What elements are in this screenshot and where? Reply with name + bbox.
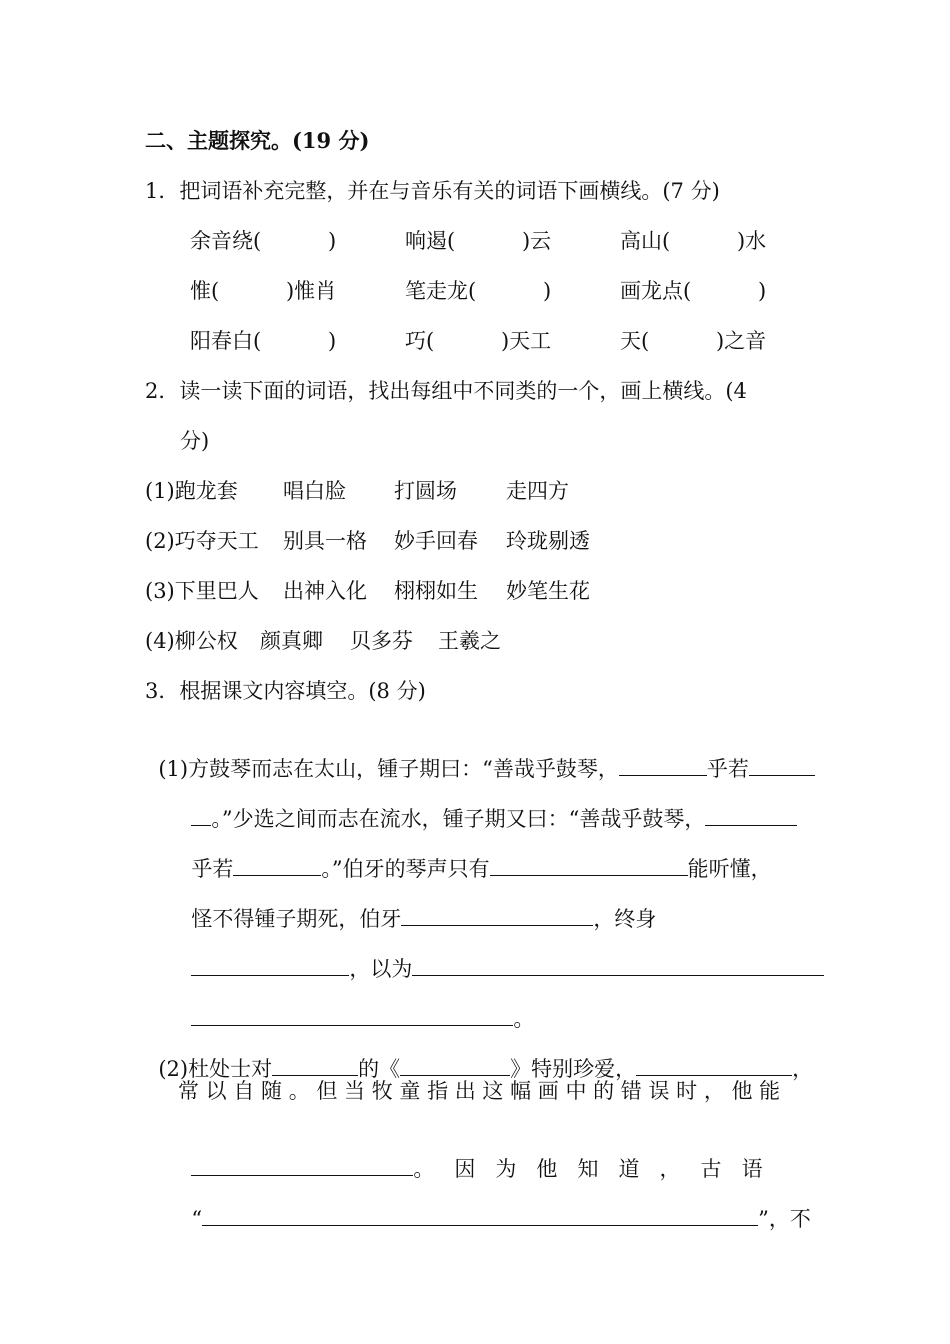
answer-blank[interactable] [401, 905, 593, 926]
text: 。 因 为 他 知 道 ， 古 语 [413, 1157, 763, 1181]
text: 。”伯牙的琴声只有 [321, 857, 490, 881]
q3-p1-line1 [145, 727, 815, 783]
text: 怪不得锺子期死，伯牙 [191, 907, 402, 931]
q1-stem: 1．把词语补充完整，并在与音乐有关的词语下画横线。(7 分) [145, 179, 720, 203]
q2-group-word: 妙笔生花 [506, 579, 590, 603]
answer-blank[interactable] [490, 855, 688, 876]
answer-blank[interactable] [272, 1055, 358, 1076]
q3-p1-line5 [178, 927, 824, 983]
q1-item: 高山( )水 [620, 229, 767, 253]
q2-group-word: 玲珑剔透 [506, 529, 590, 553]
q2-group-word: 出神入化 [283, 579, 367, 603]
q2-group-word: (4)柳公权 [145, 629, 238, 653]
q1-item: 阳春白( ) [190, 329, 337, 353]
text: 。”少选之间而志在流水，锺子期又曰：“善哉乎鼓琴， [211, 807, 706, 831]
q2-group-word: 打圆场 [394, 479, 457, 503]
text: 乎若 [191, 857, 234, 881]
text: ， [792, 1057, 814, 1081]
q2-group-word: 颜真卿 [260, 629, 323, 653]
answer-blank[interactable] [191, 955, 349, 976]
q1-item: 巧( )天工 [405, 329, 552, 353]
q2-group-word: 王羲之 [438, 629, 501, 653]
q2-stem: 2．读一读下面的词语，找出每组中不同类的一个，画上横线。(4 [145, 379, 747, 403]
answer-blank[interactable] [191, 1155, 413, 1176]
q3-stem: 3．根据课文内容填空。(8 分) [145, 679, 426, 703]
answer-blank[interactable] [619, 755, 707, 776]
q3-p1-line4 [178, 877, 656, 933]
text: ，终身 [593, 907, 657, 931]
q1-item: 响遏( )云 [405, 229, 552, 253]
answer-blank[interactable] [233, 855, 321, 876]
q1-item: 余音绕( ) [190, 229, 337, 253]
answer-blank[interactable] [412, 955, 824, 976]
q2-group-word: (3)下里巴人 [145, 579, 259, 603]
answer-blank[interactable] [202, 1205, 758, 1226]
answer-blank[interactable] [705, 805, 797, 826]
answer-blank[interactable] [636, 1055, 792, 1076]
text: 》特别珍爱， [510, 1057, 637, 1081]
q2-group-word: 妙手回春 [394, 529, 478, 553]
q1-item: 天( )之音 [620, 329, 767, 353]
q3-p1-line6 [178, 977, 534, 1033]
q3-p2-line4 [178, 1177, 811, 1233]
answer-blank[interactable] [191, 1005, 513, 1026]
q2-group-word: (2)巧夺天工 [145, 529, 259, 553]
q1-item: 惟( )惟肖 [190, 279, 337, 303]
text: ”，不 [758, 1207, 811, 1231]
text: (2)杜处士对 [158, 1057, 273, 1081]
section-title: 二、主题探究。(19 分) [145, 128, 370, 153]
text: “ [191, 1207, 203, 1231]
q2-group-word: 栩栩如生 [394, 579, 478, 603]
q2-group-word: 走四方 [506, 479, 569, 503]
answer-blank[interactable] [749, 755, 815, 776]
q2-stem-cont: 分) [180, 429, 210, 453]
text: 能听懂， [687, 857, 772, 881]
q3-p1-line3 [178, 827, 772, 883]
text: 。 [513, 1007, 535, 1031]
q1-item: 画龙点( ) [620, 279, 767, 303]
text: 的《 [358, 1057, 401, 1081]
q2-group-word: 唱白脸 [283, 479, 346, 503]
answer-blank[interactable] [191, 805, 211, 826]
q3-p2-line1 [145, 1027, 813, 1083]
q3-p2-line3 [178, 1127, 763, 1183]
q1-item: 笔走龙( ) [405, 279, 552, 303]
q2-group-word: (1)跑龙套 [145, 479, 238, 503]
answer-blank[interactable] [400, 1055, 510, 1076]
text: (1)方鼓琴而志在太山，锺子期曰：“善哉乎鼓琴， [158, 757, 619, 781]
text: 乎若 [706, 757, 749, 781]
q2-group-word: 贝多芬 [350, 629, 413, 653]
q3-p1-line2 [178, 777, 797, 833]
q2-group-word: 别具一格 [283, 529, 367, 553]
text: ，以为 [349, 957, 413, 981]
q3-p2-line2: 常 以 自 随 。 但 当 牧 童 指 出 这 幅 画 中 的 错 误 时 ， 他 能 [178, 1079, 781, 1103]
